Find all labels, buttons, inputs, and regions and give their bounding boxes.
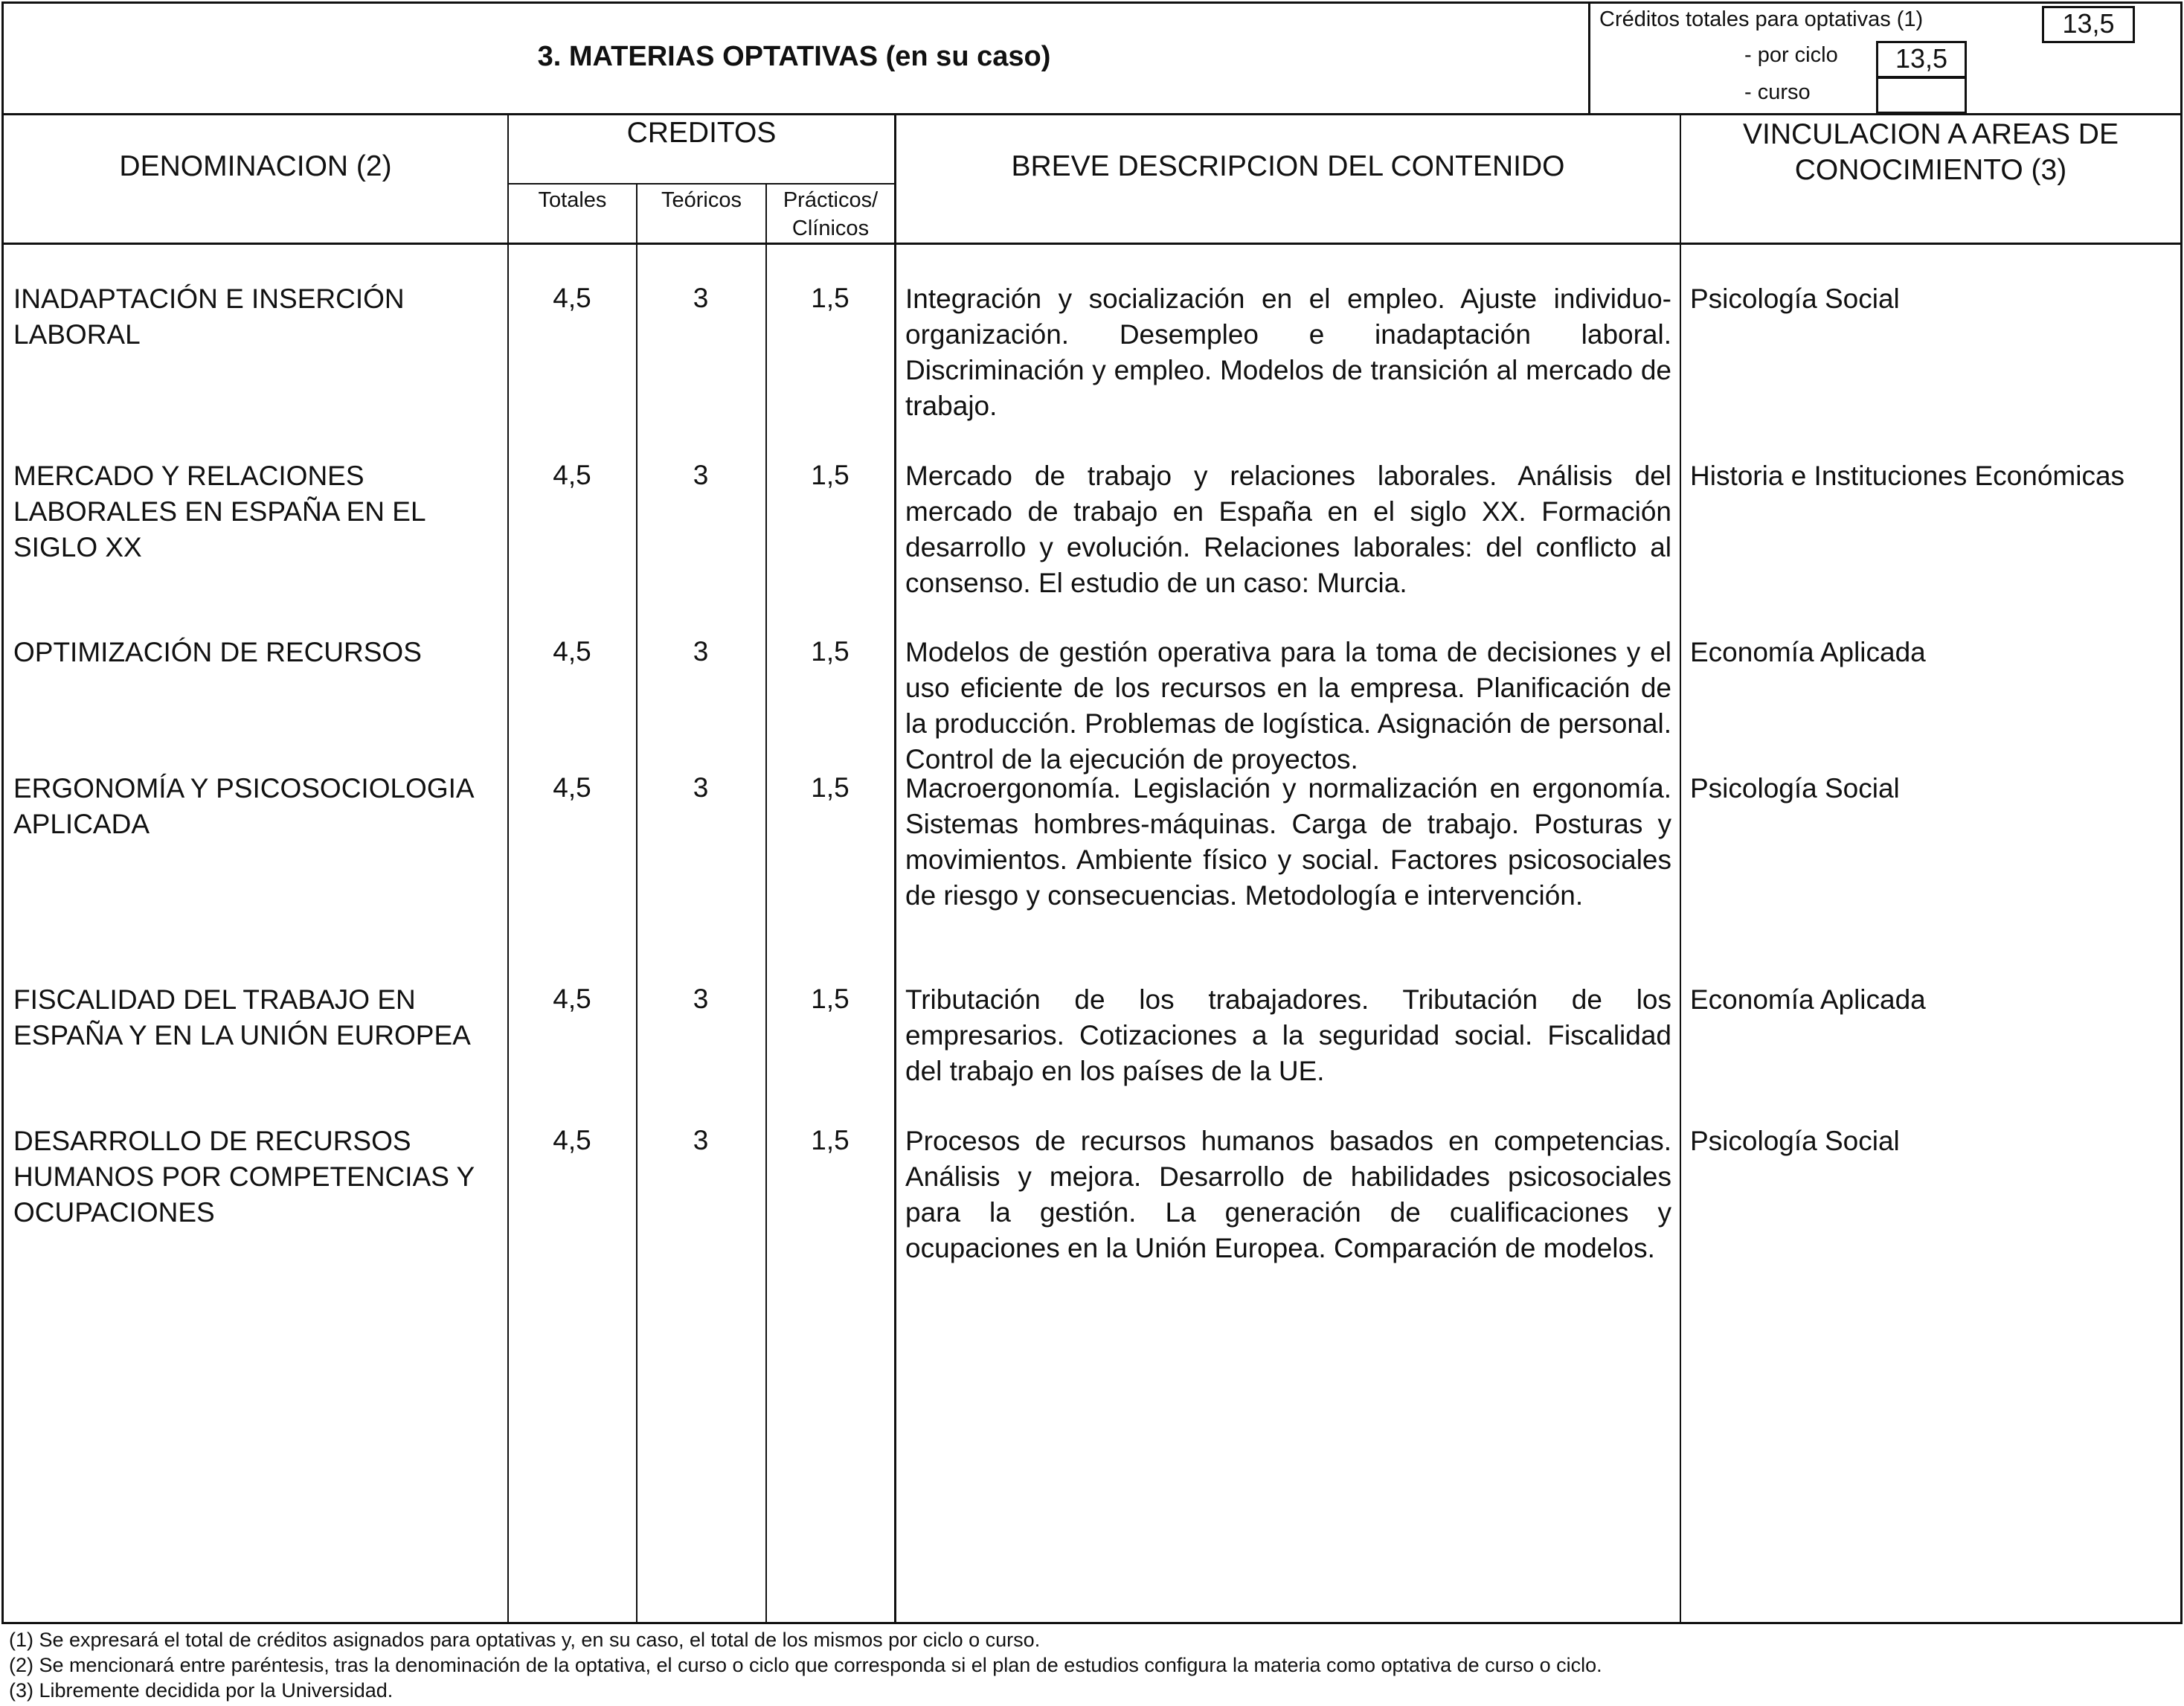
frame-bottom <box>1 1622 2183 1624</box>
row-5-practicos: 1,5 <box>811 984 849 1014</box>
row-6-area: Psicología Social <box>1690 1126 1900 1156</box>
col-line-2 <box>636 183 637 1623</box>
curso-label: - curso <box>1744 80 1811 104</box>
row-1-practicos: 1,5 <box>811 283 849 313</box>
row-4-teoricos: 3 <box>693 772 709 803</box>
frame-right <box>2180 1 2183 1623</box>
row-2-area: Historia e Instituciones Económicas <box>1690 461 2125 491</box>
curso-box <box>1876 77 1967 114</box>
frame-top <box>1 1 2183 4</box>
row-3-area: Economía Aplicada <box>1690 637 1926 667</box>
row-3-totales: 4,5 <box>553 636 591 667</box>
row-1-totales: 4,5 <box>553 283 591 313</box>
col-vinculacion-line2: CONOCIMIENTO (3) <box>1794 154 2067 186</box>
row-2-practicos: 1,5 <box>811 460 849 490</box>
row-6-name: DESARROLLO DE RECURSOS HUMANOS POR COMPETENCIAS Y OCUPACIONES <box>13 1126 475 1228</box>
row-1-name: INADAPTACIÓN E INSERCIÓN LABORAL <box>13 283 405 350</box>
row-6-practicos: 1,5 <box>811 1125 849 1155</box>
col-descripcion: BREVE DESCRIPCION DEL CONTENIDO <box>1011 150 1565 182</box>
row-1-description: Integración y socialización en el empleo. Ajuste individuo-organización. Desempleo e inadaptación laboral. Discriminación y empleo. Modelos de transición al mercado de trabajo. <box>905 283 1671 421</box>
footnote-2: (2) Se mencionará entre paréntesis, tras la denominación de la optativa, el curso o ciclo que corresponda si el plan de estudios configura la materia como optativa de curso o ciclo. <box>9 1654 1602 1676</box>
row-5-area: Economía Aplicada <box>1690 984 1926 1015</box>
row-4-area: Psicología Social <box>1690 773 1900 804</box>
col-practicos-line2: Clínicos <box>791 217 870 240</box>
row-3-practicos: 1,5 <box>811 636 849 667</box>
row-6-description: Procesos de recursos humanos basados en competencias. Análisis y mejora. Desarrollo de habilidades psicosociales para la gestión. La generación de cualificaciones y ocupaciones en la Unión Europea. Comparación de modelos. <box>905 1126 1671 1263</box>
por-ciclo-label: - por ciclo <box>1744 43 1838 67</box>
row-2-description: Mercado de trabajo y relaciones laborales. Análisis del mercado de trabajo en España en el siglo XX. Formación desarrollo y evolución. Relaciones laborales: del conflicto al consenso. El estudio de un caso: Murcia. <box>905 461 1671 598</box>
row-2-teoricos: 3 <box>693 460 709 490</box>
col-line-5 <box>1680 113 1681 1623</box>
row-4-practicos: 1,5 <box>811 772 849 803</box>
page-title: 3. MATERIAS OPTATIVAS (en su caso) <box>537 41 1051 72</box>
col-denominacion: DENOMINACION (2) <box>119 150 392 182</box>
row-3-description: Modelos de gestión operativa para la toma de decisiones y el uso eficiente de los recursos en la empresa. Planificación de la producción. Problemas de logística. Asignación de personal. Control de la ejecución de proyectos. <box>905 637 1671 775</box>
credits-total-box: 13,5 <box>2042 6 2135 43</box>
row-5-totales: 4,5 <box>553 984 591 1014</box>
footnote-3: (3) Libremente decidida por la Universidad. <box>9 1679 394 1702</box>
row-5-description: Tributación de los trabajadores. Tributación de los empresarios. Cotizaciones a la seguridad social. Fiscalidad del trabajo en los países de la UE. <box>905 984 1671 1086</box>
header-bottom-line <box>1 113 2183 115</box>
col-practicos-line1: Prácticos/ <box>783 188 879 212</box>
row-3-teoricos: 3 <box>693 636 709 667</box>
row-2-totales: 4,5 <box>553 460 591 490</box>
col-line-4 <box>894 113 896 1623</box>
row-4-totales: 4,5 <box>553 772 591 803</box>
col-vinculacion-line1: VINCULACION A AREAS DE <box>1742 118 2119 150</box>
frame-left <box>1 1 4 1623</box>
col-totales: Totales <box>538 188 607 212</box>
col-vinculacion <box>1681 117 2180 188</box>
col-creditos: CREDITOS <box>626 117 777 149</box>
row-3-name: OPTIMIZACIÓN DE RECURSOS <box>13 637 422 667</box>
row-6-totales: 4,5 <box>553 1125 591 1155</box>
row-5-name: FISCALIDAD DEL TRABAJO EN ESPAÑA Y EN LA UNIÓN EUROPEA <box>13 984 471 1051</box>
row-4-description: Macroergonomía. Legislación y normalización en ergonomía. Sistemas hombres-máquinas. Carga de trabajo. Posturas y movimientos. Ambiente físico y social. Factores psicosociales de riesgo y consecuencias. Metodología e intervención. <box>905 773 1671 911</box>
col-line-3 <box>765 183 767 1623</box>
col-line-1 <box>507 113 509 1623</box>
row-4-name: ERGONOMÍA Y PSICOSOCIOLOGIA APLICADA <box>13 773 473 839</box>
footnote-1: (1) Se expresará el total de créditos asignados para optativas y, en su caso, el total de los mismos por ciclo o curso. <box>9 1629 1041 1651</box>
row-2-name: MERCADO Y RELACIONES LABORALES EN ESPAÑA EN EL SIGLO XX <box>13 461 425 562</box>
row-1-area: Psicología Social <box>1690 283 1900 314</box>
row-5-teoricos: 3 <box>693 984 709 1014</box>
col-teoricos: Teóricos <box>661 188 742 212</box>
row-1-teoricos: 3 <box>693 283 709 313</box>
colhead-bottom-line <box>1 243 2183 245</box>
row-6-teoricos: 3 <box>693 1125 709 1155</box>
credits-total-label: Créditos totales para optativas (1) <box>1599 7 1924 31</box>
header-divider <box>1588 1 1590 115</box>
col-practicos <box>767 186 894 243</box>
creditos-sub-line <box>507 183 896 185</box>
por-ciclo-box: 13,5 <box>1876 41 1967 78</box>
